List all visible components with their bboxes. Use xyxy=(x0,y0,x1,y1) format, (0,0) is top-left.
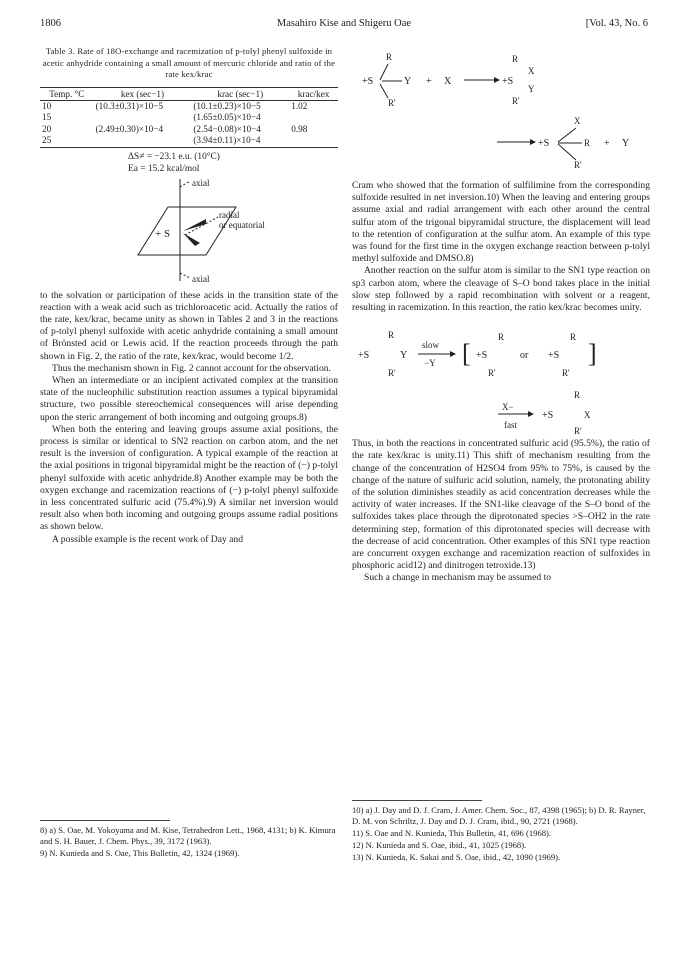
right-footnotes xyxy=(352,800,650,864)
table-cell: (2.49±0.30)×10−4 xyxy=(95,123,164,134)
sulfonium-label: +S xyxy=(548,350,560,362)
svg-text:]: ] xyxy=(588,339,597,369)
right-paragraph-4: Such a change in mechanism may be assumed to xyxy=(364,572,552,584)
substituent-r: R xyxy=(584,138,591,148)
right-paragraph-2: Another reaction on the sulfur atom is similar to the SN1 type reaction on sp3 carbon atom, where the cleavage of S–O bond takes place in the initial slow step followed by a rapid recombination with solvent or a reagent, resulting in racemization. In this reaction, the ratio kex/krac becomes unity. xyxy=(352,265,650,314)
scheme-axial-radial xyxy=(352,44,650,174)
table-cell: (10.3±0.31)×10−5 xyxy=(95,100,164,111)
left-footnotes xyxy=(40,820,338,860)
right-column xyxy=(352,44,650,585)
substituent-x: X xyxy=(528,66,535,76)
col-header-temp: Temp. °C xyxy=(40,87,94,100)
table-cell xyxy=(94,135,192,147)
table-cell xyxy=(94,112,192,124)
footnote: 10) a) J. Day and D. J. Cram, J. Amer. Chem. Soc., 87, 4398 (1965); b) D. R. Rayner, D. M. von Schriltz, J. Day and D. J. Cram, ibid., 90, 2721 (1968). xyxy=(352,805,646,826)
scheme-sn1 xyxy=(352,318,650,436)
table-cell: (1.65±0.05)×10−4 xyxy=(193,112,261,122)
table-cell xyxy=(289,135,338,147)
table-cell: 0.98 xyxy=(291,123,308,134)
activation-energy: Ea = 15.2 kcal/mol xyxy=(128,163,200,174)
table-cell: (10.1±0.23)×10−5 xyxy=(193,100,261,111)
substituent-r: R xyxy=(570,332,577,343)
substituent-rp: R' xyxy=(512,96,520,106)
nucleophile-x: X− xyxy=(502,402,514,413)
table-cell: 1.02 xyxy=(291,100,308,111)
entropy-value: ΔS≠ = −23.1 e.u. (10°C) xyxy=(128,151,220,162)
substituent-x: X xyxy=(574,116,581,126)
table-cell xyxy=(289,112,338,124)
substituent-y: Y xyxy=(404,76,412,87)
table-cell: 20 xyxy=(42,123,52,134)
substituent-rp: R' xyxy=(388,98,396,108)
col-header-krac: krac (sec−1) xyxy=(191,87,289,100)
substituent-r: R xyxy=(386,52,393,62)
substituent-y: Y xyxy=(528,84,535,94)
substituent-rp: R' xyxy=(562,368,570,379)
sulfonium-label: +S xyxy=(476,350,488,362)
sulfonium-label: +S xyxy=(502,76,514,87)
substituent-r: R xyxy=(388,330,395,341)
left-column xyxy=(40,46,338,546)
table-row xyxy=(40,100,338,112)
footnote: 13) N. Kunieda, K. Sakai and S. Oae, ibid., 42, 1090 (1969). xyxy=(352,852,561,862)
sulfonium-label: +S xyxy=(542,410,554,422)
equatorial-label: or equatorial xyxy=(219,219,265,230)
footnote: 8) a) S. Oae, M. Yokoyama and M. Kise, Tetrahedron Lett., 1968, 4131; b) K. Kimura and S. H. Bauer, J. Chem. Phys., 39, 3172 (1963). xyxy=(40,825,336,846)
volume-info: [Vol. 43, No. 6 xyxy=(585,18,648,29)
running-authors: Masahiro Kise and Shigeru Oae xyxy=(276,18,412,29)
sulfonium-label: +S xyxy=(362,76,374,87)
table-row xyxy=(40,112,338,124)
bipyramid-figure xyxy=(40,177,338,287)
table-header-row xyxy=(40,87,338,100)
table-row xyxy=(40,124,338,136)
left-paragraph-1: to the solvation or participation of these acids in the transition state of the reaction with a weak acid such as trichloroacetic acid. Actually the ratios of the rate, kex/krac, became unity as shown in Tables 2 and 3 in the reactions of p-tolyl phenyl sulfoxide with acetic anhydride containing a small amount of Brönsted acid or Lewis acid. If the reaction proceeds through the path shown in Fig. 2, the ratio of the rate, kex/krac, would become 1/2. xyxy=(40,289,338,362)
sulfonium-label: +S xyxy=(538,138,550,149)
step-fast: fast xyxy=(504,420,517,431)
table-cell: 10 xyxy=(42,100,52,111)
rate-table xyxy=(40,87,338,148)
sulfur-label: + S xyxy=(155,227,171,240)
col-header-kex: kex (sec−1) xyxy=(94,87,192,100)
table-caption: Table 3. Rate of 18O-exchange and racemization of p-tolyl phenyl sulfoxide in acetic anhydride containing a small amount of mercuric chloride and ratio of the rate kex/krac xyxy=(42,46,336,79)
substituent-rp: R' xyxy=(574,160,582,170)
substituent-r: R xyxy=(498,332,505,343)
substituent-r: R xyxy=(574,390,581,401)
axial-top-label: axial xyxy=(192,177,210,188)
substituent-rp: R' xyxy=(488,368,496,379)
plus-sign: + xyxy=(426,76,432,87)
substituent-x: X xyxy=(584,410,591,421)
footnote: 12) N. Kunieda and S. Oae, ibid., 41, 1025 (1968). xyxy=(352,840,527,850)
col-header-ratio: krac/kex xyxy=(289,87,338,100)
left-paragraph-3: When an intermediate or an incipient activated complex at the transition state of the nucleophilic substitution reaction assumes a typical bipyramidal structure, two possible stereochemical consequences will arise depending upon the steric arrangement of both incoming and outgoing groups.8) xyxy=(40,374,338,423)
footnote: 9) N. Kunieda and S. Oae, This Bulletin, 42, 1324 (1969). xyxy=(40,848,240,858)
substituent-rp: R' xyxy=(388,368,396,379)
right-paragraph-3: Thus, in both the reactions in concentrated sulfuric acid (95.5%), the ratio of the rate kex/krac is unity.11) This shift of mechanism resulting from the change of the concentration of H2SO4 from 95% to 75%, is caused by the change of the nature of sulfuric acid solution, namely, the protonating ability of the solution diminishes steadily as acid concentration decreases while the activity of water increases. If the SN1-like cleavage of the S–O bond of the sulfoxides takes place through the diprotonated species >S–OH2 in the rate determining step, formation of this diprotonated species will decrease with the decrease of acid concentration. Other examples of this SN1 type reaction are concurrent oxygen exchange and racemization reaction of sulfoxides in phosphoric acid12) and dinitrogen tetroxide.13) xyxy=(352,438,650,572)
left-paragraph-2: Thus the mechanism shown in Fig. 2 cannot account for the observation. xyxy=(52,362,331,374)
substituent-y: Y xyxy=(400,350,408,362)
left-paragraph-4: When both the entering and leaving groups assume axial positions, the process is similar or identical to SN2 reaction on carbon atom, and the net result is the inversion of configuration. A typical example of the reaction at the axial positions in trigonal bipyramidal might be the reaction of (−) p-tolyl phenyl sulfoxide with acetic anhydride.8) Another example may be both the oxygen exchange and racemization reactions of (−) p-tolyl phenyl sulfoxide in less concentrated sulfuric acid (75.4%).9) A similar net inversion would result also when both incoming and outgoing groups assume radial positions as shown below. xyxy=(40,423,338,533)
substituent-rp: R' xyxy=(574,426,582,437)
table-cell: 25 xyxy=(40,135,94,147)
step-slow: slow xyxy=(422,340,440,351)
sulfonium-label: +S xyxy=(358,350,370,362)
plus-sign: + xyxy=(604,138,610,149)
leaving-y: Y xyxy=(622,138,630,149)
substituent-r: R xyxy=(512,54,519,64)
reagent-x: X xyxy=(444,76,452,87)
table-cell: 15 xyxy=(42,112,52,122)
table-cell: (3.94±0.11)×10−4 xyxy=(191,135,289,147)
radial-label: radial xyxy=(219,209,240,220)
left-paragraph-5: A possible example is the recent work of Day and xyxy=(52,533,244,545)
step-loss: −Y xyxy=(424,358,436,369)
or-label: or xyxy=(520,350,529,362)
footnote: 11) S. Oae and N. Kunieda, This Bulletin, 41, 696 (1968). xyxy=(352,828,552,838)
right-paragraph-1: Cram who showed that the formation of sulfilimine from the corresponding sulfoxide resulted in net inversion.10) When the leaving and entering groups assume axial and radial arrangement with each other around the central sulfur atom of the trigonal bipyramidal structure, the displacement will lead to the retention of configuration at the sulfur atom. An example of this type was found for the first time in the oxygen exchange reaction between p-tolyl methyl sulfoxide and DMSO.8) xyxy=(352,180,650,265)
table-row xyxy=(40,135,338,147)
page-number: 1806 xyxy=(40,18,61,29)
table-cell: (2.54−0.08)×10−4 xyxy=(193,123,261,134)
svg-text:[: [ xyxy=(462,339,471,369)
axial-bottom-label: axial xyxy=(192,273,210,284)
